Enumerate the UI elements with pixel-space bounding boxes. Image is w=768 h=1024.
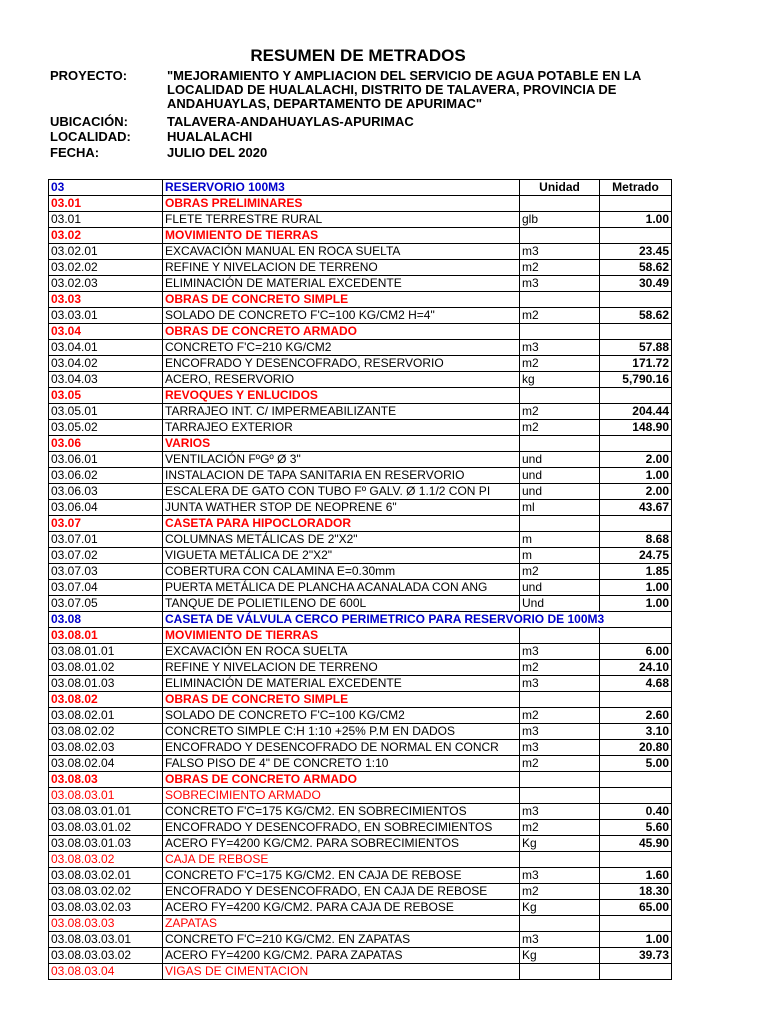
row-description: ENCOFRADO Y DESENCOFRADO, EN SOBRECIMIENTOS (163, 820, 520, 836)
row-metrado: 1.60 (600, 868, 672, 884)
row-unit: m2 (520, 820, 600, 836)
table-row (49, 580, 672, 596)
row-metrado (600, 916, 672, 932)
row-code: 03.08.03.02.03 (49, 900, 163, 916)
row-description: CAJA DE REBOSE (163, 852, 520, 868)
row-metrado: 2.00 (600, 452, 672, 468)
row-code: 03.08.01 (49, 628, 163, 644)
row-code: 03.07.03 (49, 564, 163, 580)
table-row (49, 948, 672, 964)
table-row (49, 212, 672, 228)
row-unit: und (520, 580, 600, 596)
row-code: 03.08.03 (49, 772, 163, 788)
ubicacion-value: TALAVERA-ANDAHUAYLAS-APURIMAC (167, 114, 414, 129)
table-row (49, 804, 672, 820)
localidad-label: LOCALIDAD: (50, 129, 131, 144)
table-row (49, 340, 672, 356)
row-description: ACERO, RESERVORIO (163, 372, 520, 388)
table-row (49, 772, 672, 788)
row-unit: Kg (520, 948, 600, 964)
row-metrado: 204.44 (600, 404, 672, 420)
row-code: 03.04.02 (49, 356, 163, 372)
table-row (49, 820, 672, 836)
row-description: MOVIMIENTO DE TIERRAS (163, 628, 520, 644)
fecha-label: FECHA: (50, 145, 100, 160)
row-description: ESCALERA DE GATO CON TUBO Fº GALV. Ø 1.1/2 CON PI (163, 484, 520, 500)
row-unit: m3 (520, 932, 600, 948)
metrados-table (48, 179, 672, 980)
row-unit: m2 (520, 564, 600, 580)
row-unit: m3 (520, 340, 600, 356)
proyecto-label: PROYECTO: (50, 68, 128, 83)
row-metrado: 45.90 (600, 836, 672, 852)
row-metrado: 39.73 (600, 948, 672, 964)
table-row (49, 724, 672, 740)
header-qty: Metrado (600, 180, 672, 196)
proyecto-line-1: "MEJORAMIENTO Y AMPLIACION DEL SERVICIO DE AGUA POTABLE EN LA (167, 68, 642, 83)
row-code: 03.08.02.04 (49, 756, 163, 772)
document-title: RESUMEN DE METRADOS (250, 46, 466, 65)
table-row (49, 468, 672, 484)
row-code: 03.08.03.01.01 (49, 804, 163, 820)
row-description: VENTILACIÓN FºGº Ø 3" (163, 452, 520, 468)
proyecto-line-2: LOCALIDAD DE HUALALACHI, DISTRITO DE TALAVERA, PROVINCIA DE (167, 82, 617, 97)
table-row (49, 324, 672, 340)
table-row (49, 596, 672, 612)
row-metrado: 1.00 (600, 580, 672, 596)
row-description: OBRAS PRELIMINARES (163, 196, 520, 212)
row-code: 03.07 (49, 516, 163, 532)
row-unit: ml (520, 500, 600, 516)
row-unit (520, 324, 600, 340)
row-description: SOBRECIMIENTO ARMADO (163, 788, 520, 804)
row-code: 03.08.02 (49, 692, 163, 708)
row-metrado: 1.00 (600, 932, 672, 948)
row-code: 03.08.02.03 (49, 740, 163, 756)
table-row (49, 788, 672, 804)
row-description: COBERTURA CON CALAMINA E=0.30mm (163, 564, 520, 580)
row-description: CONCRETO F'C=210 KG/CM2. EN ZAPATAS (163, 932, 520, 948)
row-description: FLETE TERRESTRE RURAL (163, 212, 520, 228)
row-metrado: 65.00 (600, 900, 672, 916)
row-metrado (600, 692, 672, 708)
row-description: EXCAVACIÓN MANUAL EN ROCA SUELTA (163, 244, 520, 260)
row-description: SOLADO DE CONCRETO F'C=100 KG/CM2 (163, 708, 520, 724)
row-unit (520, 436, 600, 452)
row-metrado: 24.75 (600, 548, 672, 564)
table-row (49, 484, 672, 500)
table-row (49, 692, 672, 708)
row-description: REFINE Y NIVELACION DE TERRENO (163, 260, 520, 276)
table-row (49, 900, 672, 916)
table-row (49, 452, 672, 468)
row-description: TANQUE DE POLIETILENO DE 600L (163, 596, 520, 612)
table-row (49, 644, 672, 660)
row-unit (520, 964, 600, 980)
row-description: OBRAS DE CONCRETO SIMPLE (163, 292, 520, 308)
row-metrado: 6.00 (600, 644, 672, 660)
row-code: 03.06.03 (49, 484, 163, 500)
row-unit (520, 388, 600, 404)
row-unit (520, 852, 600, 868)
row-code: 03.02 (49, 228, 163, 244)
row-unit: m2 (520, 756, 600, 772)
row-metrado: 1.00 (600, 596, 672, 612)
row-unit (520, 916, 600, 932)
row-description: VIGAS DE CIMENTACION (163, 964, 520, 980)
row-description: COLUMNAS METÁLICAS DE 2"X2" (163, 532, 520, 548)
row-code: 03.01 (49, 196, 163, 212)
table-row (49, 436, 672, 452)
row-metrado (600, 788, 672, 804)
row-code: 03.04.03 (49, 372, 163, 388)
row-unit: m3 (520, 276, 600, 292)
row-metrado: 0.40 (600, 804, 672, 820)
row-description: OBRAS DE CONCRETO SIMPLE (163, 692, 520, 708)
row-metrado: 57.88 (600, 340, 672, 356)
table-row (49, 292, 672, 308)
row-description: PUERTA METÁLICA DE PLANCHA ACANALADA CON ANG (163, 580, 520, 596)
table-row (49, 276, 672, 292)
row-metrado (600, 196, 672, 212)
row-code: 03.01 (49, 212, 163, 228)
row-code: 03.08.03.02 (49, 852, 163, 868)
row-unit: m3 (520, 740, 600, 756)
row-metrado (600, 324, 672, 340)
row-code: 03.03 (49, 292, 163, 308)
row-code: 03.06.01 (49, 452, 163, 468)
table-row (49, 308, 672, 324)
row-code: 03.06.02 (49, 468, 163, 484)
row-description: ENCOFRADO Y DESENCOFRADO, EN CAJA DE REBOSE (163, 884, 520, 900)
row-description: ACERO FY=4200 KG/CM2. PARA SOBRECIMIENTOS (163, 836, 520, 852)
localidad-value: HUALALACHI (167, 129, 253, 144)
row-code: 03.06 (49, 436, 163, 452)
row-unit (520, 772, 600, 788)
row-metrado (600, 388, 672, 404)
table-row (49, 516, 672, 532)
table-row (49, 660, 672, 676)
row-metrado (600, 852, 672, 868)
row-description: CASETA DE VÁLVULA CERCO PERIMETRICO PARA RESERVORIO DE 100M3 (163, 612, 672, 628)
row-description: REVOQUES Y ENLUCIDOS (163, 388, 520, 404)
header-desc: RESERVORIO 100M3 (163, 180, 520, 196)
table-row (49, 612, 672, 628)
row-unit: m2 (520, 356, 600, 372)
row-metrado: 1.00 (600, 468, 672, 484)
row-unit: m2 (520, 308, 600, 324)
row-unit: Kg (520, 836, 600, 852)
row-metrado: 58.62 (600, 260, 672, 276)
row-metrado (600, 964, 672, 980)
row-description: MOVIMIENTO DE TIERRAS (163, 228, 520, 244)
row-unit: und (520, 484, 600, 500)
row-unit (520, 628, 600, 644)
proyecto-line-3: ANDAHUAYLAS, DEPARTAMENTO DE APURIMAC" (167, 96, 483, 111)
table-row (49, 916, 672, 932)
row-unit: m3 (520, 676, 600, 692)
table-row (49, 884, 672, 900)
header-code: 03 (49, 180, 163, 196)
table-row (49, 564, 672, 580)
row-description: JUNTA WATHER STOP DE NEOPRENE 6" (163, 500, 520, 516)
header-unit: Unidad (520, 180, 600, 196)
row-code: 03.08.03.03.02 (49, 948, 163, 964)
row-unit: m2 (520, 660, 600, 676)
row-description: ENCOFRADO Y DESENCOFRADO DE NORMAL EN CONCR (163, 740, 520, 756)
row-metrado: 18.30 (600, 884, 672, 900)
table-row (49, 372, 672, 388)
table-header (49, 180, 672, 196)
row-code: 03.08.02.01 (49, 708, 163, 724)
row-unit: und (520, 468, 600, 484)
table-row (49, 932, 672, 948)
row-code: 03.05 (49, 388, 163, 404)
row-code: 03.03.01 (49, 308, 163, 324)
table-row (49, 420, 672, 436)
row-metrado: 148.90 (600, 420, 672, 436)
row-description: INSTALACION DE TAPA SANITARIA EN RESERVORIO (163, 468, 520, 484)
row-code: 03.08.03.03 (49, 916, 163, 932)
row-description: CONCRETO F'C=210 KG/CM2 (163, 340, 520, 356)
row-description: ELIMINACIÓN DE MATERIAL EXCEDENTE (163, 676, 520, 692)
table-row (49, 548, 672, 564)
row-description: TARRAJEO EXTERIOR (163, 420, 520, 436)
table-row (49, 228, 672, 244)
row-metrado: 1.00 (600, 212, 672, 228)
row-code: 03.08.03.01 (49, 788, 163, 804)
row-unit: m3 (520, 804, 600, 820)
row-unit: m3 (520, 644, 600, 660)
row-metrado: 5.00 (600, 756, 672, 772)
row-metrado (600, 772, 672, 788)
row-code: 03.08 (49, 612, 163, 628)
row-code: 03.02.02 (49, 260, 163, 276)
row-description: ELIMINACIÓN DE MATERIAL EXCEDENTE (163, 276, 520, 292)
row-metrado (600, 436, 672, 452)
row-code: 03.05.01 (49, 404, 163, 420)
table-row (49, 196, 672, 212)
row-description: ACERO FY=4200 KG/CM2. PARA CAJA DE REBOSE (163, 900, 520, 916)
row-code: 03.04.01 (49, 340, 163, 356)
table-row (49, 708, 672, 724)
row-code: 03.08.03.02.02 (49, 884, 163, 900)
table-row (49, 244, 672, 260)
table-row (49, 260, 672, 276)
row-unit: kg (520, 372, 600, 388)
row-description: ENCOFRADO Y DESENCOFRADO, RESERVORIO (163, 356, 520, 372)
table-row (49, 532, 672, 548)
row-unit: m2 (520, 708, 600, 724)
row-metrado: 4.68 (600, 676, 672, 692)
row-description: OBRAS DE CONCRETO ARMADO (163, 324, 520, 340)
row-code: 03.08.01.03 (49, 676, 163, 692)
row-description: VARIOS (163, 436, 520, 452)
ubicacion-label: UBICACIÓN: (50, 114, 128, 129)
row-code: 03.02.01 (49, 244, 163, 260)
table-row (49, 500, 672, 516)
row-description: OBRAS DE CONCRETO ARMADO (163, 772, 520, 788)
table-row (49, 868, 672, 884)
row-description: ZAPATAS (163, 916, 520, 932)
row-metrado: 20.80 (600, 740, 672, 756)
table-row (49, 740, 672, 756)
table-row (49, 356, 672, 372)
table-row (49, 628, 672, 644)
row-description: REFINE Y NIVELACION DE TERRENO (163, 660, 520, 676)
row-unit: Kg (520, 900, 600, 916)
row-unit (520, 692, 600, 708)
table-row (49, 676, 672, 692)
row-code: 03.07.01 (49, 532, 163, 548)
row-description: CONCRETO F'C=175 KG/CM2. EN CAJA DE REBOSE (163, 868, 520, 884)
row-unit: m (520, 532, 600, 548)
row-description: CONCRETO F'C=175 KG/CM2. EN SOBRECIMIENTOS (163, 804, 520, 820)
table-row (49, 836, 672, 852)
row-description: FALSO PISO DE 4" DE CONCRETO 1:10 (163, 756, 520, 772)
row-unit: m2 (520, 420, 600, 436)
row-unit (520, 292, 600, 308)
row-code: 03.02.03 (49, 276, 163, 292)
row-unit: m2 (520, 884, 600, 900)
row-description: CONCRETO SIMPLE C:H 1:10 +25% P.M EN DADOS (163, 724, 520, 740)
row-metrado (600, 628, 672, 644)
row-unit: und (520, 452, 600, 468)
row-metrado: 30.49 (600, 276, 672, 292)
row-code: 03.05.02 (49, 420, 163, 436)
row-unit: m3 (520, 724, 600, 740)
row-metrado: 2.60 (600, 708, 672, 724)
row-description: VIGUETA METÁLICA DE 2"X2" (163, 548, 520, 564)
table-row (49, 964, 672, 980)
row-code: 03.07.05 (49, 596, 163, 612)
row-metrado: 43.67 (600, 500, 672, 516)
row-unit (520, 788, 600, 804)
row-unit: Und (520, 596, 600, 612)
fecha-value: JULIO DEL 2020 (167, 145, 268, 160)
row-metrado (600, 516, 672, 532)
row-unit (520, 196, 600, 212)
row-metrado: 1.85 (600, 564, 672, 580)
table-row (49, 852, 672, 868)
row-code: 03.08.03.01.02 (49, 820, 163, 836)
row-metrado: 8.68 (600, 532, 672, 548)
row-unit: m3 (520, 868, 600, 884)
row-unit: m2 (520, 404, 600, 420)
row-unit: m2 (520, 260, 600, 276)
row-description: EXCAVACIÓN EN ROCA SUELTA (163, 644, 520, 660)
row-code: 03.08.03.04 (49, 964, 163, 980)
row-code: 03.08.03.03.01 (49, 932, 163, 948)
row-unit: m (520, 548, 600, 564)
row-unit (520, 516, 600, 532)
row-metrado: 3.10 (600, 724, 672, 740)
row-code: 03.07.02 (49, 548, 163, 564)
table-row (49, 388, 672, 404)
table-row (49, 756, 672, 772)
row-code: 03.08.02.02 (49, 724, 163, 740)
row-metrado (600, 228, 672, 244)
row-description: TARRAJEO INT. C/ IMPERMEABILIZANTE (163, 404, 520, 420)
row-metrado: 5,790.16 (600, 372, 672, 388)
row-code: 03.08.01.01 (49, 644, 163, 660)
row-metrado (600, 292, 672, 308)
row-unit (520, 228, 600, 244)
row-code: 03.08.03.02.01 (49, 868, 163, 884)
row-code: 03.06.04 (49, 500, 163, 516)
row-metrado: 24.10 (600, 660, 672, 676)
row-metrado: 58.62 (600, 308, 672, 324)
row-unit: m3 (520, 244, 600, 260)
row-unit: glb (520, 212, 600, 228)
row-metrado: 171.72 (600, 356, 672, 372)
row-code: 03.07.04 (49, 580, 163, 596)
row-code: 03.08.03.01.03 (49, 836, 163, 852)
row-metrado: 2.00 (600, 484, 672, 500)
row-description: CASETA PARA HIPOCLORADOR (163, 516, 520, 532)
row-description: SOLADO DE CONCRETO F'C=100 KG/CM2 H=4" (163, 308, 520, 324)
row-metrado: 5.60 (600, 820, 672, 836)
row-code: 03.04 (49, 324, 163, 340)
row-metrado: 23.45 (600, 244, 672, 260)
row-code: 03.08.01.02 (49, 660, 163, 676)
row-description: ACERO FY=4200 KG/CM2. PARA ZAPATAS (163, 948, 520, 964)
table-row (49, 404, 672, 420)
